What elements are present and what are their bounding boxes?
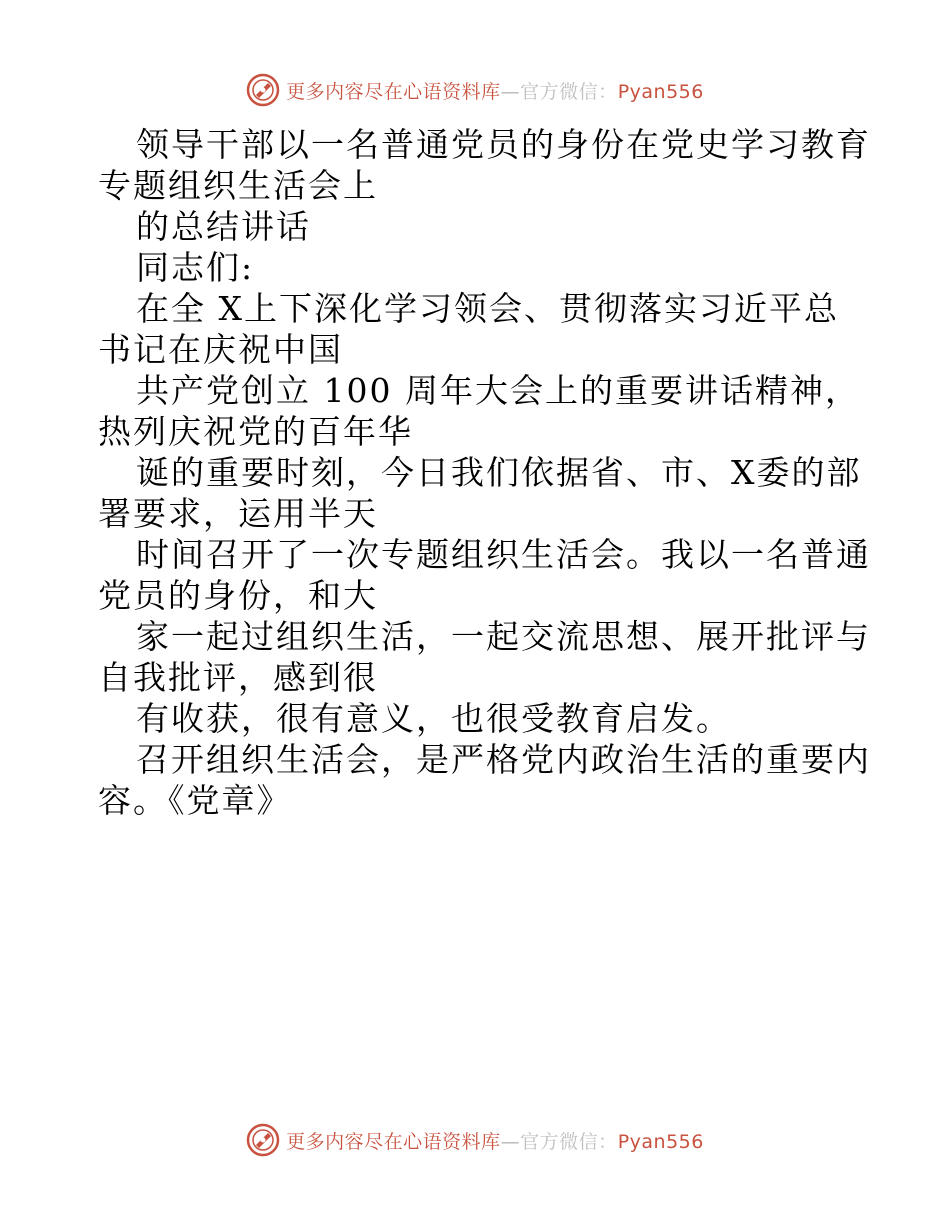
salutation: 同志们: [136, 248, 255, 287]
footer-banner [0, 1120, 950, 1160]
paragraph-line: 自我批评，感到很 [98, 658, 378, 697]
paragraph-line: 容。《党章》 [98, 781, 292, 820]
paragraph-line: 有收获，很有意义，也很受教育启发。 [136, 699, 731, 738]
banner-brand: 更多内容尽在心语资料库 [286, 1130, 501, 1153]
banner-dash: — [500, 80, 521, 103]
header-banner [0, 70, 950, 110]
paragraph-line: 召开组织生活会，是严格党内政治生活的重要内 [136, 740, 871, 779]
paragraph-line: 署要求，运用半天 [98, 494, 378, 533]
banner-wechat-id: Pyan556 [617, 1130, 704, 1153]
banner-wechat-id: Pyan556 [617, 80, 704, 103]
title-line: 的总结讲话 [136, 207, 311, 246]
banner-text [286, 1127, 704, 1154]
paragraph-line: 书记在庆祝中国 [98, 330, 343, 369]
paragraph-line: 在全 X上下深化学习领会、贯彻落实习近平总 [136, 289, 839, 328]
banner-wechat-label: 官方微信： [520, 80, 618, 103]
paragraph-line: 诞的重要时刻，今日我们依据省、市、X委的部 [136, 453, 862, 492]
paragraph-line: 时间召开了一次专题组织生活会。我以一名普通 [136, 535, 871, 574]
paragraph-line: 共产党创立 100 周年大会上的重要讲话精神， [136, 371, 860, 410]
banner-dash: — [500, 1130, 521, 1153]
paragraph-line: 热列庆祝党的百年华 [98, 412, 413, 451]
seal-logo-icon [246, 73, 280, 107]
banner-text [286, 77, 704, 104]
title-line: 领导干部以一名普通党员的身份在党史学习教育 [136, 125, 871, 164]
banner-wechat-label: 官方微信： [520, 1130, 618, 1153]
banner-brand: 更多内容尽在心语资料库 [286, 80, 501, 103]
seal-logo-icon [246, 1123, 280, 1157]
paragraph-line: 党员的身份，和大 [98, 576, 378, 615]
paragraph-line: 家一起过组织生活，一起交流思想、展开批评与 [136, 617, 871, 656]
title-line: 专题组织生活会上 [98, 166, 378, 205]
document-body [98, 124, 871, 821]
